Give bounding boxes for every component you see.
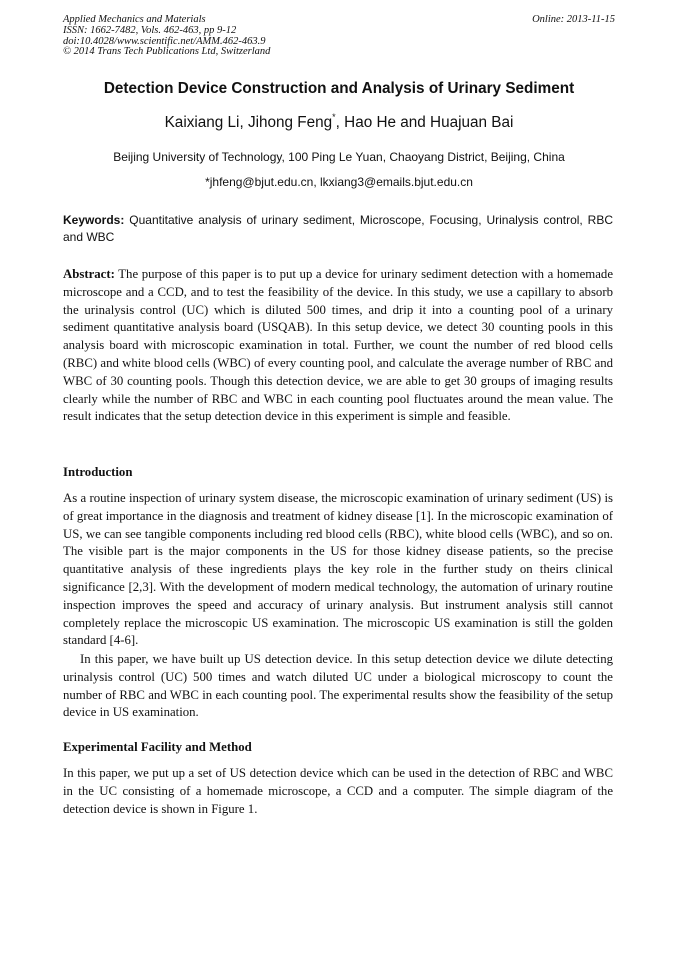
issn-line: ISSN: 1662-7482, Vols. 462-463, pp 9-12: [63, 24, 237, 36]
author-names-rest: , Hao He and Huajuan Bai: [335, 114, 514, 131]
keywords-block: [63, 212, 613, 246]
introduction-paragraph-1: As a routine inspection of urinary system disease, the microscopic examination of urinary sediment (US) is of great importance in the diagnosis and treatment of kidney disease [1]. In the microscopic examination of US, we can see tangible components including red blood cells (RBC), white blood cells (WBC), and so on. The visible part is the major components in the US for those kidney disease patients, so the precise quantitative analysis of these ingredients plays the key role in the further study on theirs clinical significance [2,3]. With the development of modern medical technology, the automation of urinary routine inspection improves the speed and accuracy of urinary analysis. But instrument analysis still cannot completely replace the microscopic US examination. The microscopic US examination is still the golden standard [4-6].: [63, 491, 613, 648]
abstract-block: [63, 266, 613, 426]
keywords-text: Quantitative analysis of urinary sediment, Microscope, Focusing, Urinalysis control, RBC and WBC: [63, 213, 613, 244]
paper-title: Detection Device Construction and Analysis of Urinary Sediment: [103, 80, 575, 97]
journal-header: [63, 15, 270, 58]
copyright-line: © 2014 Trans Tech Publications Ltd, Switzerland: [63, 46, 271, 58]
abstract-label: Abstract:: [63, 267, 115, 281]
keywords-label: Keywords:: [63, 213, 125, 227]
journal-name: Applied Mechanics and Materials: [63, 14, 206, 25]
introduction-paragraph-2: In this paper, we have built up US detection device. In this setup detection device we dilute detecting urinalysis control (UC) 500 times and watch diluted UC under a biological microscopy to count the number of RBC and WBC in each counting pool. The experimental results show the feasibility of the setup device in US examination.: [63, 652, 613, 720]
author-list: [0, 114, 678, 132]
experimental-heading: Experimental Facility and Method: [63, 740, 252, 754]
affiliation: Beijing University of Technology, 100 Ping Le Yuan, Chaoyang District, Beijing, China: [113, 150, 565, 164]
author-emails: *jhfeng@bjut.edu.cn, lkxiang3@emails.bjut.edu.cn: [205, 175, 473, 189]
doi-line: doi:10.4028/www.scientific.net/AMM.462-463.9: [63, 35, 266, 47]
abstract-text: The purpose of this paper is to put up a device for urinary sediment detection with a homemade microscope and a CCD, and to test the feasibility of the device. In this study, we use a capillary to absorb the urinalysis control (UC) which is diluted 500 times, and drip it into a counting pool of a urinary sediment quantitative analysis board (USQAB). In this setup device, we detect 30 counting pools in this analysis board with microscopic examination in total. Further, we count the number of red blood cells (RBC) and white blood cells (WBC) of every counting pool, and calculate the average number of RBC and WBC of 30 counting pools. Though this detection device, we are able to get 30 groups of imaging results clearly while the number of RBC and WBC in each counting pool fluctuates around the mean value. The result indicates that the setup detection device in this experiment is simple and feasible.: [63, 267, 614, 424]
introduction-heading: Introduction: [63, 465, 133, 479]
author-names-first: Kaixiang Li, Jihong Feng: [164, 114, 333, 131]
experimental-paragraph-1: In this paper, we put up a set of US detection device which can be used in the detection of RBC and WBC in the UC consisting of a homemade microscope, a CCD and a computer. The simple diagram of the detection device is shown in Figure 1.: [63, 766, 613, 816]
corresponding-author-mark: *: [332, 112, 336, 122]
online-date: Online: 2013-11-15: [532, 14, 615, 25]
